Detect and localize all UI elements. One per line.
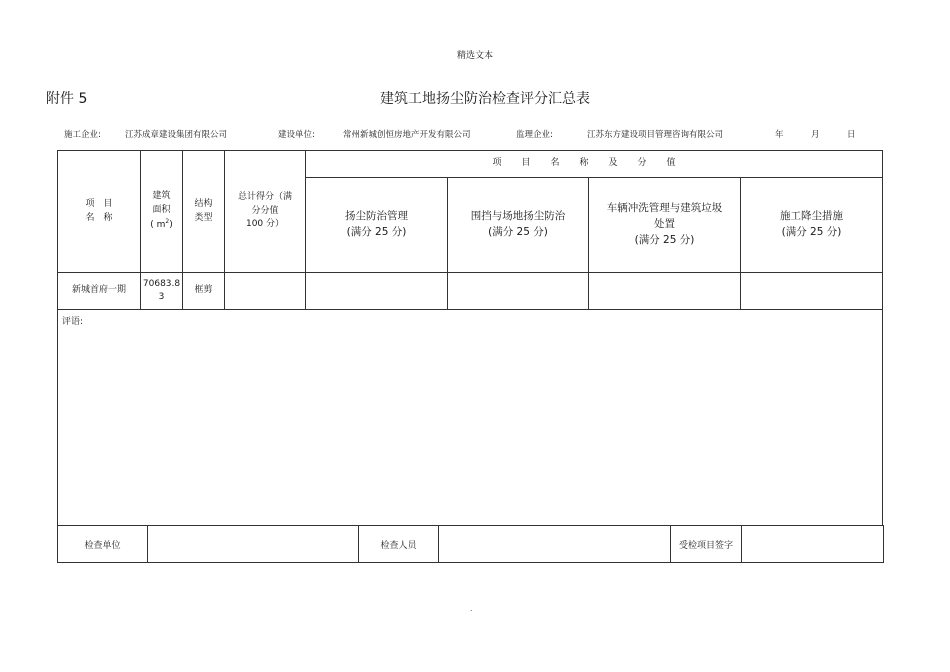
bottom-mark: . [470, 604, 473, 613]
row-structure: 框剪 [183, 273, 225, 310]
year-label: 年 [775, 130, 784, 140]
area-unit-post: ) [169, 220, 173, 231]
group-header-text: 项目名称及分值 [492, 158, 696, 169]
header-project-line1: 项 目 [85, 199, 113, 209]
item-2-score: (满分 25 分) [488, 226, 548, 238]
header-area-line1: 建筑 [152, 191, 171, 202]
footer-signature-field[interactable] [742, 526, 884, 563]
footer-inspector-label: 检查人员 [359, 526, 439, 563]
header-structure-line2: 类型 [194, 212, 213, 223]
comment-area[interactable] [58, 310, 883, 526]
item-1-score: (满分 25 分) [346, 226, 407, 238]
row-area-line1: 70683.8 [142, 278, 181, 289]
footer-table [57, 525, 884, 563]
footer-inspect-unit-field[interactable] [148, 526, 359, 563]
builder-label: 建设单位: [278, 130, 315, 140]
header-project-line2: 名 称 [85, 212, 113, 223]
item-4-score: (满分 25 分) [781, 226, 842, 238]
area-unit-pre: ( m [150, 220, 166, 231]
header-structure-line1: 结构 [194, 199, 213, 209]
item-1-line1: 扬尘防治管理 [345, 210, 408, 223]
item-3-line1: 车辆冲洗管理与建筑垃圾 [606, 202, 723, 215]
row-score-4[interactable] [741, 273, 883, 310]
construction-label: 施工企业: [64, 130, 101, 140]
header-area-line2: 面积 [152, 204, 171, 215]
header-area-unit [141, 217, 182, 233]
row-score-3[interactable] [589, 273, 741, 310]
document-title: 建筑工地扬尘防治检查评分汇总表 [380, 91, 590, 107]
supervisor-value: 江苏东方建设项目管理咨询有限公司 [587, 130, 724, 140]
area-unit-sup: 2 [165, 218, 170, 226]
item-3-line2: 处置 [654, 218, 675, 231]
item-header-4 [741, 178, 883, 273]
item-header-3 [589, 178, 741, 273]
item-2-line1: 围挡与场地扬尘防治 [470, 210, 566, 223]
header-total-line1: 总计得分（满 [237, 192, 292, 203]
footer-inspector-field[interactable] [439, 526, 671, 563]
row-total-score[interactable] [225, 273, 306, 310]
row-score-1[interactable] [306, 273, 448, 310]
footer-inspect-unit-label: 检查单位 [58, 526, 148, 563]
header-project-name [58, 151, 141, 273]
footer-signature-label: 受检项目签字 [671, 526, 742, 563]
supervisor-label: 监理企业: [516, 130, 553, 140]
header-total-line2: 分分值 [251, 205, 279, 216]
header-structure [183, 151, 225, 273]
item-header-2 [448, 178, 589, 273]
score-table [57, 150, 883, 526]
row-area [141, 273, 183, 310]
group-header [306, 151, 883, 178]
header-area [141, 151, 183, 273]
item-header-1 [306, 178, 448, 273]
construction-value: 江苏成章建设集团有限公司 [125, 130, 228, 140]
header-total-line3: 100 分） [245, 219, 285, 230]
row-project-name: 新城首府一期 [58, 273, 141, 310]
header-note: 精选文本 [456, 51, 493, 61]
item-3-score: (满分 25 分) [634, 233, 695, 246]
builder-value: 常州新城创恒房地产开发有限公司 [343, 130, 471, 140]
attachment-label: 附件 5 [46, 91, 88, 107]
month-label: 月 [811, 130, 820, 140]
comment-label: 评语: [62, 317, 84, 327]
item-4-line1: 施工降尘措施 [780, 210, 843, 223]
header-total-score [225, 151, 306, 273]
row-score-2[interactable] [448, 273, 589, 310]
day-label: 日 [847, 130, 856, 140]
row-area-line2: 3 [158, 292, 165, 302]
